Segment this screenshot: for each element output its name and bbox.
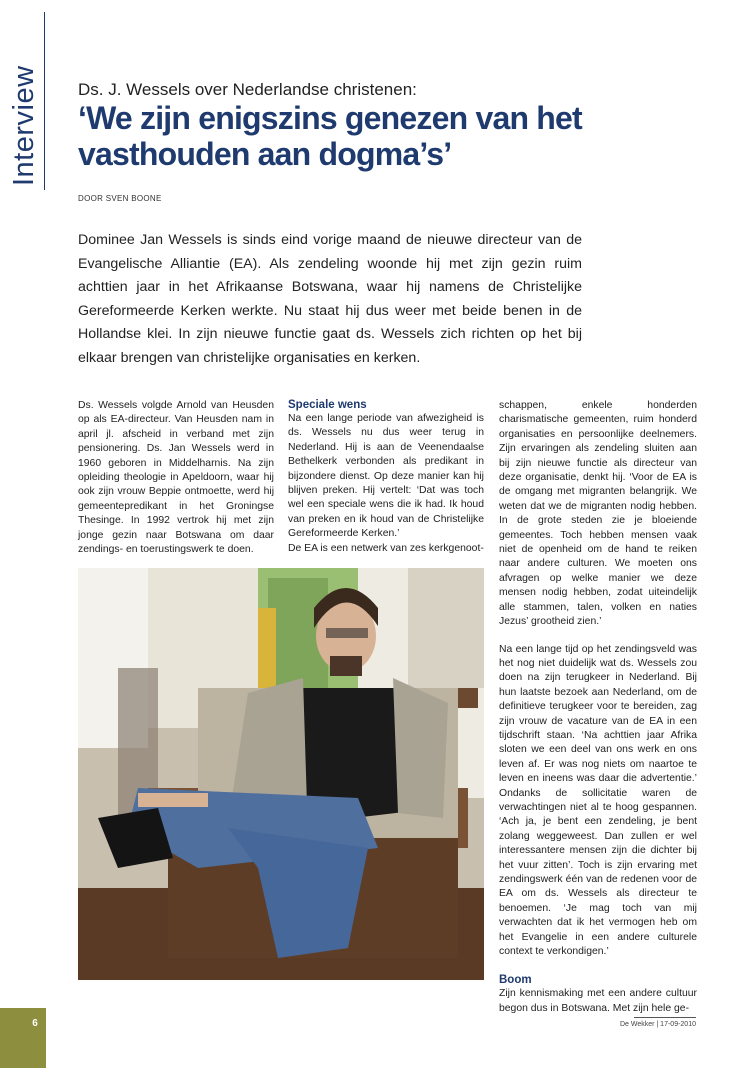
column-1-text: Ds. Wessels volgde Arnold van Heusden op als EA-directeur. Van Heusden nam in april jl. afscheid in verband met zijn pensionering. Ds. Jan Wessels werd in 1960 geboren in Middelharnis. Na zijn opleiding theologie in Apeldoorn, waar hij ook zijn vrouw Beppie ontmoette, werd hij gemeentepredikant in het Groningse Thesinge. In 1992 vertrok hij met zijn jonge gezin naar Botswana om daar zendings- en toerustingswerk te doen. bbox=[78, 400, 274, 556]
page-number-box bbox=[0, 1008, 46, 1068]
column-2-text-end: De EA is een netwerk van zes kerkgenoot- bbox=[288, 542, 484, 554]
column-2 bbox=[288, 398, 484, 556]
column-3-paragraph-2: Na een lange tijd op het zendingsveld was het nog niet duidelijk wat ds. Wessels zou doen na zijn terugkeer in Nederland. Bij hun laatste bezoek aan Nederland, om de definitieve terugkeer voor te bereiden, zag zijn vrouw de vacature van de EA in een tijdschrift staan. ‘Na achttien jaar Afrika sloten we een deel van ons werk en ons leven af. Er was nog niets om naartoe te leven en ineens was daar die advertentie.’ Ondanks de sollicitatie waren de verwachtingen niet al te hoog gespannen. ‘Ach ja, je bent een zendeling, je bent zolang weggeweest. Dan zullen er wel interessantere mensen zijn die dichter bij het vuur zitten’. Toch is zijn ervaring met zendingswerk één van de redenen voor de EA om ds. Wessels als directeur te benoemen. ‘Je mag toch van mij verwachten dat ik het vermogen heb om het Evangelie in een andere culturele context te verkondigen.’ bbox=[499, 643, 697, 958]
portrait-photo-illustration bbox=[78, 568, 484, 980]
column-1 bbox=[78, 399, 274, 557]
header-rule bbox=[44, 12, 45, 190]
page-number: 6 bbox=[32, 1018, 38, 1029]
column-2-text: Na een lange periode van afwezigheid is ds. Wessels nu dus weer terug in Nederland. Hij is aan de Veenendaalse Bethelkerk verbonden als predikant in bijzondere dienst. Op deze manier kan hij blijven preken. Hij vertelt: ‘Dat was toch wel een speciale wens die ik had. Ik houd van preken en ik houd van de Christelijke Gereformeerde Kerken.’ bbox=[288, 413, 484, 540]
subheading-boom: Boom bbox=[499, 974, 532, 987]
article-kicker: Ds. J. Wessels over Nederlandse christenen: bbox=[78, 80, 417, 99]
subheading-speciale-wens: Speciale wens bbox=[288, 399, 367, 411]
byline: DOOR SVEN BOONE bbox=[78, 194, 162, 203]
footer-rule bbox=[634, 1017, 696, 1018]
article-headline: ‘We zijn enigszins genezen van het vasthouden aan dogma’s’ bbox=[78, 100, 582, 172]
column-3 bbox=[499, 399, 697, 1016]
column-3-paragraph-1: schappen, enkele honderden charismatische gemeenten, ruim honderd organisaties en persoonlijke deelnemers. Zijn ervaringen als zendeling sluiten aan bij zijn nieuwe functie als directeur van deze organisatie, denkt hij. ‘Voor de EA is de omgang met migranten belangrijk. We weten dat we de migranten nodig hebben. In de grote steden zie je bloeiende gemeentes. Toch hebben mensen vaak niet de openheid om de hand te reiken naar andere culturen. We moeten ons afvragen op welke manier we deze mensen nodig hebben, zodat uiteindelijk alle stammen, talen, volken en naties Jezus’ grootheid zien.’ bbox=[499, 400, 697, 628]
intro-paragraph: Dominee Jan Wessels is sinds eind vorige maand de nieuwe directeur van de Evangelische Alliantie (EA). Als zendeling woonde hij met zijn gezin ruim achttien jaar in het Afrikaanse Botswana, waar hij namens de Christelijke Gereformeerde Kerken werkte. Nu staat hij dus weer met beide benen in de Hollandse klei. In zijn nieuwe functie gaat ds. Wessels zich richten op het bij elkaar brengen van christelijke organisaties en kerken. bbox=[78, 232, 582, 366]
column-3-paragraph-3: Zijn kennismaking met een andere cultuur begon dus in Botswana. Met zijn hele ge- bbox=[499, 988, 697, 1014]
footer-publication: De Wekker | 17-09-2010 bbox=[619, 1021, 696, 1028]
article-photo bbox=[78, 568, 484, 980]
